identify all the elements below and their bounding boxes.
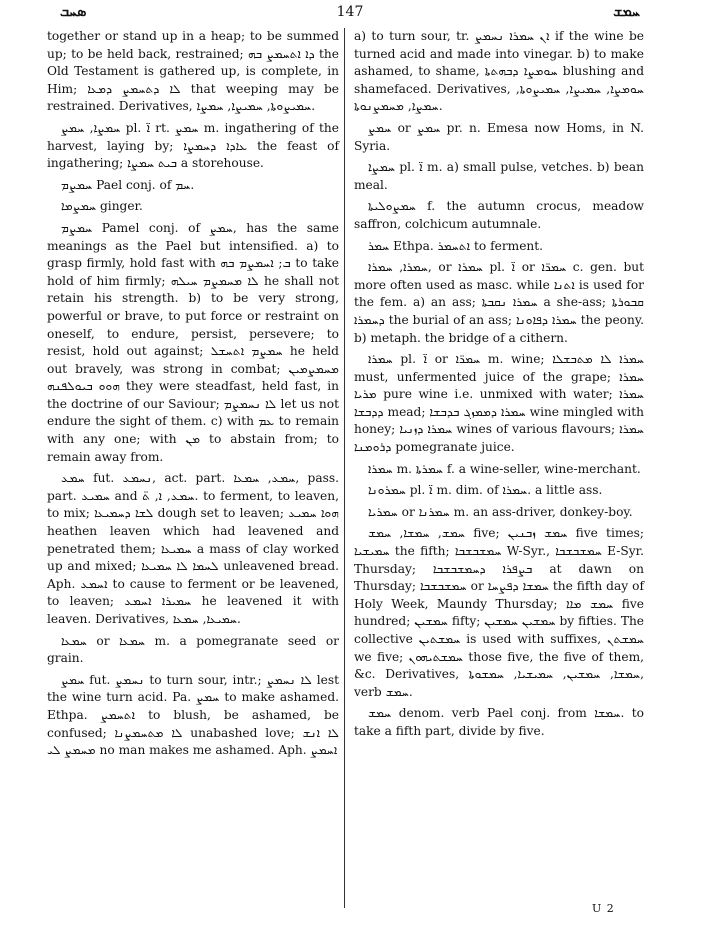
dictionary-entry: ܚܡܥܐ or ܚܡܥܐ m. a pomegranate seed or grain. (47, 633, 339, 666)
dictionary-entry: ܚܡܨ or ܚܡܨ pr. n. Emesa now Homs, in N. Syria. (354, 120, 644, 153)
dictionary-entry: ܚܡܫ denom. verb Pael conj. from ܚܡܫܐ. to take a fifth part, divide by five. (354, 706, 645, 738)
dictionary-entry: a) to turn sour, tr. ܐܢ ܚܡܪܐ ܢܚܡܨ if the wine be turned acid and made into vinegar. b) to make ashamed, to shame, ܚܘܡܨܐ ܕܒܗܬܬܐ blushing and shamefaced. Derivatives, ܚܘܡܨܐ, ܚܡܝܨܐ, ܚܡܝܨܘܬܐ, ܚܡܨܐ, ܡܚܡܨܢܘܬܐ. (354, 29, 644, 114)
left-column (47, 28, 339, 764)
dictionary-entry: ܚܡܪܘܢܐ pl. ܐ̈ m. dim. of ܚܡܪܐ. a little ass. (368, 483, 603, 498)
dictionary-entry: ܚܡܪܝܐ or ܚܡܪܢܐ m. an ass-driver, donkey-boy. (368, 504, 633, 519)
dictionary-entry: ܚܡܨܡܐ ginger. (61, 199, 143, 214)
running-head-right: ܚܡܫ (613, 4, 640, 20)
running-head-left: ܣܚܒ (60, 4, 87, 20)
right-column (354, 28, 644, 745)
dictionary-entry: ܚܡܥ fut. ܢܚܡܥ, act. part. ܚܡܥ, ܚܡܥܐ, pass. part. ܚܡܝܥ and ܚܡܥ, ܐ, ܬ̈. to ferment, to leaven, to mix; ܠܫܐ ܕܚܡܝܥܐ dough set to leaven; ܗܘܐ ܚܡܝܥ heathen leaven which had leavened and penetrated them; ܚܡܝܥܐ a mass of clay worked up and mixed; ܠܚܡܐ ܠܐ ܚܡܝܥܐ unleavened bread. Aph. ܐܚܡܥ to cause to ferment or be leavened, to leaven; ܚܡܝܪܐ ܐܚܡܥ he leavened it with leaven. Derivatives, ܚܡܝܥܐ, ܚܡܥܐ. (47, 471, 340, 626)
dictionary-entry: ܚܡܪܐ, ܚܡܪܐ, or ܚܡܪܐ pl. ܐ̈ or ܚܡܪ̈ܐ c. gen. but more often used as masc. while ܐܬܢܐ is used for the fem. a) an ass; ܚܡܪܐ ܢܩܒܬܐ a she-ass; ܩܒܘܪܬܐ ܕܚܡܪܐ the burial of an ass; ܚܡܪܐ ܕܦܐܘܢܐ the peony. b) metaph. the bridge of a cithern. (354, 260, 645, 345)
dictionary-entry: ܚܡܨܘܠܝܬܐ f. the autumn crocus, meadow saffron, colchicum autumnale. (354, 199, 644, 231)
running-head (60, 4, 640, 24)
dictionary-entry: ܚܡܨ fut. ܢܚܡܨ to turn sour, intr.; ܠܐ ܢܚܡܨ lest the wine turn acid. Pa. ܚܡܨ to make ashamed. Ethpa. ܐܬܚܡܨ to blush, be ashamed, be confused; ܠܐ ܡܬܚܡܨܢܐ unabashed love; ܠܐ ܐܢܫ ܡܚܡܨ ܠܝ no man makes me ashamed. Aph. ܐܚܡܨ (47, 672, 340, 758)
dictionary-entry: ܚܡܨܐ pl. ܐ̈ m. a) small pulse, vetches. b) bean meal. (354, 160, 644, 192)
dictionary-entry: ܚܡܪܐ m. ܚܡܪܬܐ f. a wine-seller, wine-merchant. (368, 461, 641, 476)
dictionary-entry: ܚܡܨܡ Pael conj. of ܚܡ. (61, 177, 195, 192)
dictionary-entry: ܚܡܪ Ethpa. ܐܬܚܡܪ to ferment. (368, 238, 544, 253)
dictionary-entry: ܚܡܨܡ Pamel conj. of ܚܡܨ, has the same meanings as the Pael but intensified. a) to grasp firmly, hold fast with ܒ; ܐܚܡܨܡ ܒܗ to take hold of him firmly; ܠܐ ܡܚܡܨܡ ܚܝܠܗ he shall not retain his strength. b) to be very strong, powerful or brave, to put force or restraint on oneself, to endure, persist, persevere; to resist, hold out against; ܚܡܨܡ ܐܬܚܫܠ he held out bravely, was strong in combat; ܡܚܡܨܡܝܢ ܗܘܘ ܒܝܘܠܦܢܗ they were steadfast, held fast, in the doctrine of our Saviour; ܠܐ ܢܚܡܨܡ let us not endure the sight of them. c) with ܥܡ to remain with any one; with ܡܢ to abstain from; to remain away from. (47, 220, 340, 464)
dictionary-entry: together or stand up in a heap; to be summed up; to be held back, restrained; ܕܐ ܐܬܚܡܨ ܒܗ the Old Testament is gathered up, is complete, in Him; ܠܐ ܕܬܚܡܨ ܕܡܥܐ that weeping may be restrained. Derivatives, ܚܡܝܨܘܬܐ, ܚܡܝܨܐ, ܚܡܨܐ. (47, 29, 339, 114)
dictionary-entry: ܚܡܨܐ, ܚܡܨ pl. ܐ̈ rt. ܚܡܨ m. ingathering of the harvest, laying by; ܥܐܕܐ ܕܚܡܨܐ the feast of ingathering; ܒܝܬ ܚܡܨܐ a storehouse. (47, 120, 339, 171)
dictionary-entry: ܚܡܫ, ܚܡܫܐ, ܚܡܫ five; ܚܡܫ ܙܒܢܝܢ five times; ܚܡܝܫܝܐ the fifth; ܚܡܫܒܫܒܐ W-Syr., ܚܡܫܒܫܒܐ E-Syr. Thursday; ܒܨܦܪܐ ܕܚܡܫܒܫܒܐ at dawn on Thursday; ܚܡܫܒܫܒܐ or ܚܡܫܐ ܕܦܨܚܐ the fifth day of Holy Week, Maundy Thursday; ܚܡܫ ܡܐܐ five hundred; ܚܡܫܝܢ fifty; ܚܡܫܝܢ ܚܡܫܝܢ by fifties. The collective ܚܡܫܬܝܢ is used with suffixes, ܚܡܫܬܢ we five; ܚܡܫܬܝܗܘܢ those five, the five of them, &c. Derivatives, ܚܡܫܐ, ܚܡܫܝܢ, ܚܡܝܫܝܐ, ܚܡܫܘܬܐ, verb ܚܡܫ. (354, 526, 645, 699)
dictionary-entry: ܚܡܪܐ pl. ܐ̈ or ܚܡܪ̈ܐ m. wine; ܚܡܪܐ ܠܐ ܡܬܒܫܠܐ must, unfermented juice of the grape; ܚܡܪܐ ܡܪܝܐ pure wine i.e. unmixed with water; ܚܡܪܐ ܕܕܒܫܐ mead; ܚܡܪܐ ܕܡܡܙܓ ܒܕܒܫܐ wine mingled with honey; ܚܡܪܐ ܕܙܢܝܐ wines of various flavours; ܚܡܪܐ ܕܪܘܡܢܐ pomegranate juice. (354, 352, 645, 455)
column-divider (344, 28, 345, 908)
signature-mark: U 2 (592, 902, 615, 915)
page-number: 147 (336, 4, 364, 20)
